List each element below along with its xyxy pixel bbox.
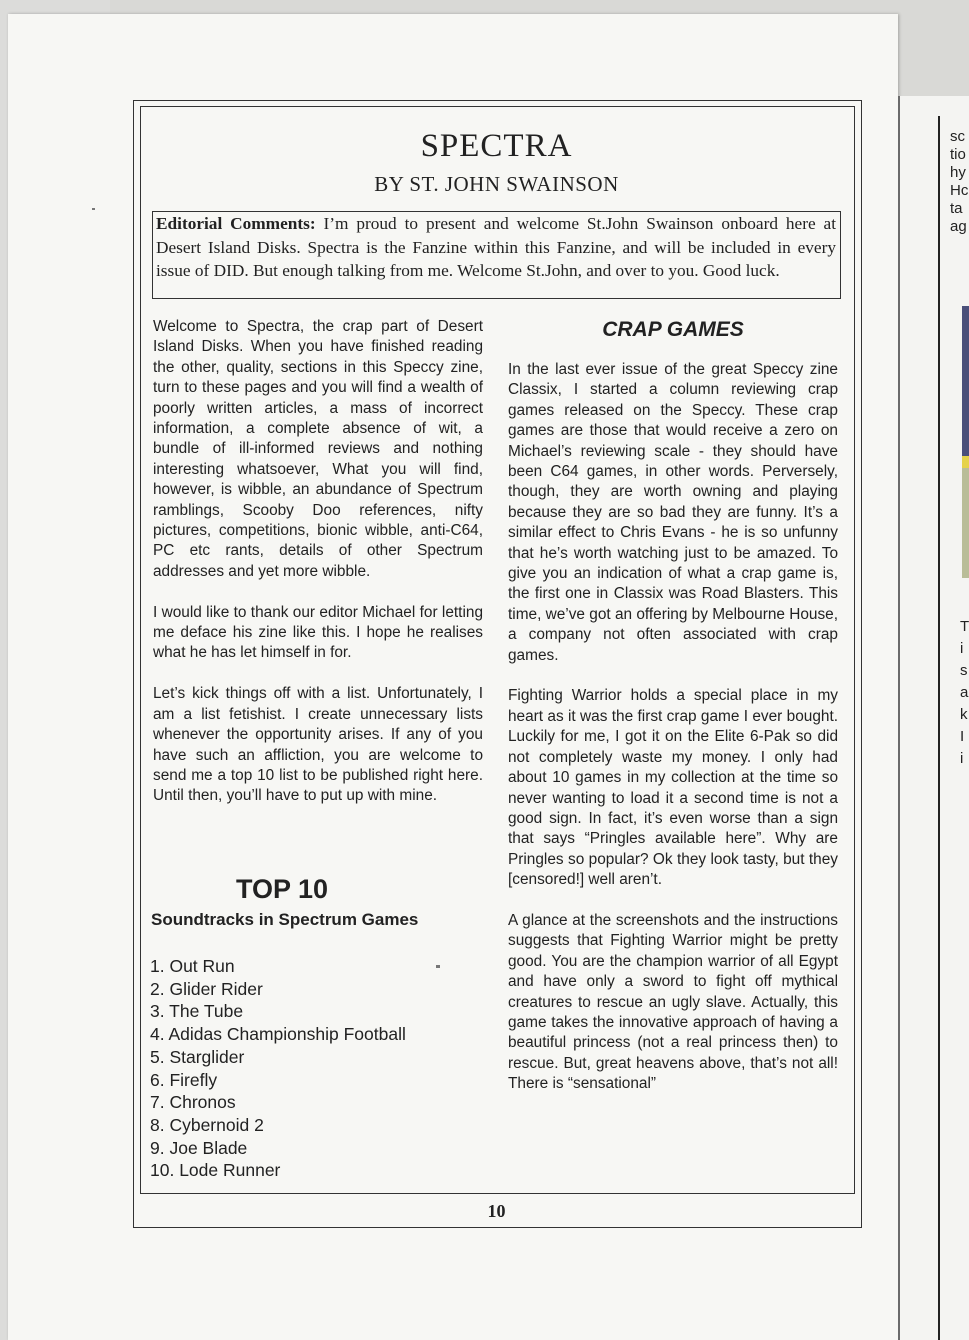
- adjacent-fragment: k: [960, 706, 968, 723]
- list-intro-paragraph: Let’s kick things off with a list. Unfortunately, I am a list fetishist. I create unnecessary lists whenever the opportunity arises. If any of you have such an affliction, you are welcome to send me a top 10 list to be published right here. Until then, you’ll have to put up with mine.: [153, 685, 483, 805]
- adjacent-fragment: hy: [950, 164, 966, 181]
- adjacent-fragment: sc: [950, 128, 965, 145]
- adjacent-fragment: a: [960, 684, 969, 701]
- adjacent-fragment: i: [960, 640, 964, 657]
- list-item: 10. Lode Runner: [150, 1160, 281, 1181]
- adjacent-fragment: ta: [950, 200, 963, 217]
- top10-subheading: Soundtracks in Spectrum Games: [151, 910, 419, 929]
- adjacent-image-fragment: [962, 468, 969, 578]
- right-column: [508, 360, 838, 1115]
- top10-list: [150, 955, 406, 1182]
- fighting-warrior-paragraph: Fighting Warrior holds a special place in my heart as it was the first crap game I ever bought. Luckily for me, I got it on the Elite 6-Pak so did not completely waste my money. I only had about 10 games in my collection at the time so never wanting to load it a second time is not a good sign. In fact, it’s even worse than a sign that says “Pringles available here”. Why are Pringles so popular? Ok they look tasty, but they [censored!] well aren’t.: [508, 687, 838, 889]
- adjacent-fragment: i: [960, 750, 964, 767]
- adjacent-fragment: s: [960, 662, 968, 679]
- adjacent-page-text: [950, 128, 968, 236]
- adjacent-fragment: T: [960, 618, 969, 635]
- adjacent-page-text-lower: [960, 616, 969, 770]
- crap-games-heading: CRAP GAMES: [602, 318, 744, 341]
- list-item: 3. The Tube: [150, 1001, 244, 1022]
- article-title: SPECTRA: [420, 128, 573, 164]
- thanks-paragraph: I would like to thank our editor Michael for letting me deface his zine like this. I hope he realises what he has let himself in for.: [153, 603, 483, 662]
- list-item: 4. Adidas Championship Football: [150, 1024, 406, 1045]
- editorial-box: [152, 211, 841, 299]
- adjacent-image-fragment: [962, 456, 969, 468]
- adjacent-fragment: tio: [950, 146, 966, 163]
- screenshots-paragraph: A glance at the screenshots and the instructions suggests that Fighting Warrior might be pretty good. You are the champion warrior of all Egypt and have only a sword to fight off mythical creatures to rescue an ugly slave. Actually, this game takes the innovative approach of having a beautiful princess (not a real princess then) to rescue. But, great heavens above, that’s not all! There is “sensational”: [508, 911, 838, 1093]
- list-item: 1. Out Run: [150, 956, 235, 976]
- list-item: 8. Cybernoid 2: [150, 1114, 264, 1135]
- list-item: 7. Chronos: [150, 1092, 236, 1113]
- adjacent-image-fragment: [962, 306, 969, 456]
- editorial-label: Editorial Comments:: [156, 214, 316, 233]
- page-number: 10: [487, 1201, 506, 1221]
- editorial-text: I’m proud to present and welcome St.John Swainson onboard here at Desert Island Disks. Spectra is the Fanzine within this Fanzine, and will be included in every issue of DID. But enough talking from me. Welcome St.John, and over to you. Good luck.: [156, 214, 836, 280]
- article-byline: BY ST. JOHN SWAINSON: [374, 172, 619, 196]
- list-item: 9. Joe Blade: [150, 1137, 248, 1158]
- left-column: [153, 317, 483, 827]
- adjacent-fragment: ag: [950, 218, 967, 235]
- paper-speck: [92, 208, 95, 210]
- list-item: 2. Glider Rider: [150, 978, 263, 999]
- list-item: 5. Starglider: [150, 1046, 245, 1067]
- adjacent-fragment: Hc: [950, 182, 969, 199]
- intro-paragraph: Welcome to Spectra, the crap part of Desert Island Disks. When you have finished reading the other, quality, sections in this Speccy zine, turn to these pages and you will find a wealth of poorly written articles, a mass of incorrect information, a complete absence of wit, a bundle of ill-informed reviews and nothing interesting whatsoever, What you will find, however, is wibble, an abundance of Spectrum ramblings, Scooby Doo references, nifty pictures, competitions, bionic wibble, anti-C64, PC etc rants, details of other Spectrum addresses and yet more wibble.: [153, 318, 483, 580]
- list-item: 6. Firefly: [150, 1069, 218, 1090]
- adjacent-page-edge: [898, 96, 969, 1340]
- adjacent-fragment: I: [960, 728, 965, 745]
- top10-heading: TOP 10: [236, 874, 329, 904]
- crap-games-paragraph: In the last ever issue of the great Speccy zine Classix, I started a column reviewing crap games released on the Speccy. These crap games are those that would receive a zero on Michael’s reviewing scale - they should have been C64 games, in other words. Perversely, though, they are worth owning and playing because they are so bad they are funny. It’s a similar effect to Chris Evans - he is so unfunny that he’s worth watching just to be amazed. To give you an indication of what a crap game is, the first one in Classix was Road Blasters. This time, we’ve got an offering by Melbourne House, a company not often associated with crap games.: [508, 361, 838, 664]
